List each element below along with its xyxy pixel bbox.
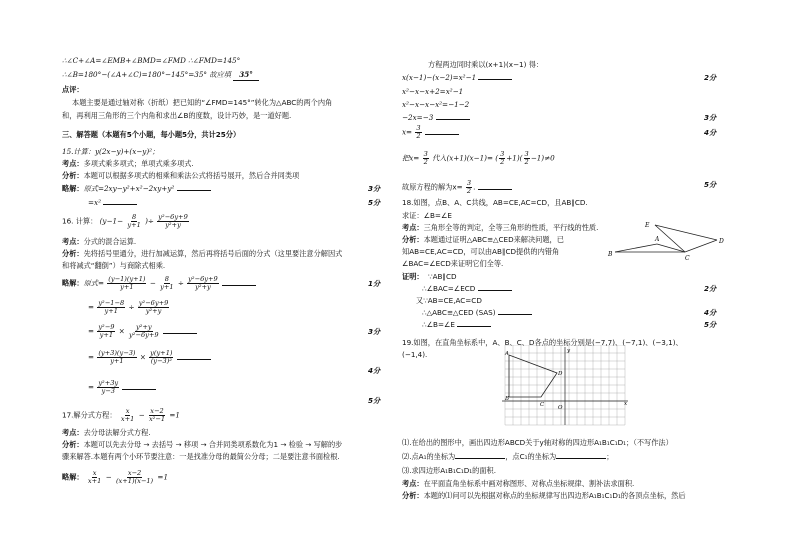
q17-kaodian xyxy=(62,428,151,438)
fraction: $\frac{\text{y²−6y+9}}{\text{y²+y}}$ xyxy=(158,213,188,229)
q19-title-2: (−1,4). xyxy=(402,350,428,359)
step-text: 故原方程的解为x= xyxy=(402,182,463,192)
kaodian-text: 三角形全等的判定，全等三角形的性质，平行线的性质. xyxy=(423,223,599,232)
fraction: $\frac{8}{y+1}$ xyxy=(127,213,141,229)
q16-fenxi xyxy=(62,249,342,259)
score-label: 3分 xyxy=(368,184,381,193)
q16-step5: = $\frac{\text{y²+3y}}{y-3}$ xyxy=(88,380,156,395)
point-label-d: D xyxy=(719,238,724,245)
fig-line xyxy=(685,240,717,252)
fraction: $\frac{\text{y²+3y}}{y-3}$ xyxy=(98,379,119,395)
fenxi-label: 分析： xyxy=(62,171,84,180)
fraction: $\frac{x-2}{\text{x²−1}}$ xyxy=(148,407,166,423)
q16-step3: = $\frac{\text{y²−9}}{y+1}$ × $\frac{\text{y²+y}}{\text{y²−6y+9}}$ xyxy=(88,324,197,339)
step-text: ∴∠BAC=∠ECD xyxy=(422,284,476,293)
q19-sub2: ⑵.点A₁的坐标为 ，点C₁的坐标为 ； xyxy=(402,452,614,461)
score-label: 2分 xyxy=(704,284,717,293)
score-label: 5分 xyxy=(704,320,717,329)
q17-step1: 略解： $\frac{x}{x+1}$ − $\frac{x-2}{(x+1)(x-1)}$ =1 xyxy=(62,469,169,485)
r-line-2 xyxy=(402,73,512,83)
q19-kaodian xyxy=(402,479,634,489)
blank-line xyxy=(222,279,256,286)
quadrilateral-abcd xyxy=(509,355,557,397)
fig-line xyxy=(655,225,717,240)
y-axis-label: y xyxy=(567,348,571,354)
q16-fenxi-2: 和将减式“翻倒”）与商除式相乘. xyxy=(62,261,166,270)
blank-line xyxy=(478,73,512,80)
q19-sub1: ⑴.在给出的图形中，画出四边形ABCD关于y轴对称的四边形A₁B₁C₁D₁；（不写作法） xyxy=(402,438,673,447)
fraction: $\frac{3}{2}$ xyxy=(524,150,529,166)
q16-kaodian xyxy=(62,237,136,247)
blank-line xyxy=(177,184,211,191)
comment-line-2: 和，再利用三角形的三个内角和求出∠B的度数，设计巧妙，是一道好题. xyxy=(62,111,292,120)
blank-line xyxy=(455,452,505,459)
fraction: $\frac{x}{x+1}$ xyxy=(87,469,102,485)
kaodian-text: 多项式乘多项式；单项式乘多项式. xyxy=(83,159,194,168)
q18-proof-3: 又∵AB=CE,AC=CD xyxy=(416,296,482,305)
q18-title: 18.如图，点B、A、C共线，AB=CE,AC=CD，且AB∥CD. xyxy=(402,198,588,207)
answer-box: 35° xyxy=(233,70,259,81)
step-text: 原式= xyxy=(83,278,104,288)
fraction: $\frac{8}{y+1}$ xyxy=(160,275,174,291)
luejie-label: 略解： xyxy=(62,278,84,288)
point-label-c: C xyxy=(685,255,690,262)
fenxi-label: 分析： xyxy=(402,235,424,244)
fraction: $\frac{\text{y²−6y+9}}{\text{y²+y}}$ xyxy=(188,275,218,291)
line-angle-b-text: ∴∠B=180°−(∠A+∠C)=180°−145°=35° 故应填 xyxy=(62,70,231,79)
step-text: ∴△ABC≌△CED (SAS) xyxy=(422,308,496,317)
score-label: 2分 xyxy=(704,73,717,82)
line-angle-sum: ∴∠C+∠A=∠EMB+∠BMD=∠FMD ∴∠FMD=145° xyxy=(62,56,241,65)
blank-line xyxy=(457,320,491,327)
fraction: $\frac{3}{2}$ xyxy=(416,124,421,140)
q19-title: 19.如图，在直角坐标系中，A、B、C、D各点的坐标分别是(−7,7)、(−7,1)、(−3,1)、 xyxy=(402,338,683,347)
q16-label: 16. 计算： xyxy=(62,216,98,226)
step-text: x(x−1)−(x−2)=x²−1 xyxy=(402,73,477,82)
q17-title: 17.解分式方程： $\frac{x}{x+1}$ − $\frac{x-2}{\text{x²−1}}$ =1 xyxy=(62,407,180,423)
score-label: 4分 xyxy=(704,128,717,137)
point-label-d: D xyxy=(558,371,563,377)
q18-proof-1: ∵AB∥CD xyxy=(428,272,457,281)
blank-line xyxy=(436,113,470,120)
fraction: $\frac{(y-1)(y+1)}{y+1}$ xyxy=(108,275,146,291)
blank-line xyxy=(122,383,156,390)
line-angle-b xyxy=(62,70,259,81)
step-text: 代入(x+1)(x−1)= xyxy=(432,153,493,163)
q18-proof-4 xyxy=(422,308,532,318)
fraction: $\frac{\text{y²−9}}{y+1}$ xyxy=(98,323,115,339)
score-label: 4分 xyxy=(368,366,381,375)
fraction: $\frac{3}{2}$ xyxy=(466,179,472,195)
step-text: =x² xyxy=(88,198,101,207)
blank-line xyxy=(478,183,512,190)
q18-prove: 求证：∠B=∠E xyxy=(402,211,452,220)
q16-expr: )÷ xyxy=(145,216,154,226)
q19-coordinate-grid xyxy=(502,345,632,427)
fenxi-text: 本题可以先去分母 → 去括号 → 移项 → 合并同类项系数化为1 → 检验 → 写解的步 xyxy=(83,440,343,449)
q18-figure xyxy=(605,220,730,265)
step-text: ，点C₁的坐标为 xyxy=(505,452,557,461)
q18-fenxi-2: 知AB=CE,AC=CD，可以由AB∥CD提供的内错角 xyxy=(402,247,560,256)
blank-line xyxy=(163,327,197,334)
score-label: 3分 xyxy=(368,327,381,336)
fenxi-text: 本题可以根据多项式的相乘和乘法公式将括号展开，然后合并同类项 xyxy=(83,171,300,180)
blank-line xyxy=(498,308,532,315)
blank-line xyxy=(478,284,512,291)
fenxi-text: 本题通过证明△ABC≌△CED来解决问题，已 xyxy=(423,235,564,244)
q15-step2 xyxy=(88,198,137,208)
comment-label: 点评： xyxy=(62,85,84,94)
fraction: $\frac{y(y+1)}{\text{(y−3)²}}$ xyxy=(150,349,173,365)
fraction: $\frac{x}{x+1}$ xyxy=(120,407,135,423)
r-line-7: 把x= $\frac{3}{2}$ 代入(x+1)(x−1)= ( $\frac{3}{2}$ +1)( $\frac{3}{2}$ −1)≠0 xyxy=(402,150,555,166)
kaodian-label: 考点： xyxy=(62,428,84,437)
luejie-label: 略解： xyxy=(62,472,84,482)
q15-fenxi xyxy=(62,171,299,181)
q18-proof-5 xyxy=(422,320,491,330)
kaodian-text: 去分母法解分式方程. xyxy=(83,428,151,437)
point-label-b: B xyxy=(505,396,510,402)
step-text: ⑵.点A₁的坐标为 xyxy=(402,452,456,461)
point-label-b: B xyxy=(608,251,613,258)
fraction: $\frac{\text{y²−1−8}}{y+1}$ xyxy=(98,299,125,315)
q15-step1 xyxy=(62,184,211,194)
score-label: 5分 xyxy=(368,396,381,405)
step-text: 把x= xyxy=(402,153,420,163)
r-line-6 xyxy=(402,125,459,140)
q16-step4: = $\frac{(y+3)(y-3)}{y+1}$ × $\frac{y(y+1)}{\text{(y−3)²}}$ xyxy=(88,350,211,365)
x-axis-label: x xyxy=(624,401,628,407)
blank-line xyxy=(556,452,606,459)
fraction: $\frac{(y+3)(y-3)}{y+1}$ xyxy=(98,349,136,365)
score-label: 1分 xyxy=(368,279,381,288)
fenxi-label: 分析： xyxy=(62,440,84,449)
kaodian-label: 考点： xyxy=(62,159,84,168)
point-label-a: A xyxy=(505,351,509,357)
point-label-e: E xyxy=(645,222,650,229)
fraction: $\frac{3}{2}$ xyxy=(500,150,505,166)
fenxi-label: 分析： xyxy=(402,491,424,500)
kaodian-label: 考点： xyxy=(402,479,424,488)
r-line-3: x²−x−x+2=x²−1 xyxy=(402,87,464,96)
q16-expr: (y−1− xyxy=(99,216,124,226)
fraction: $\frac{\text{y²+y}}{\text{y²−6y+9}}$ xyxy=(129,323,159,339)
q17-fenxi-2: 骤来解答.本题有两个小环节要注意：一是找准分母的最简公分母；二是要注意书面检根. xyxy=(62,452,340,461)
point-label-c: C xyxy=(540,402,545,408)
kaodian-label: 考点： xyxy=(62,237,84,246)
fraction: $\frac{x-2}{(x+1)(x-1)}$ xyxy=(115,469,154,485)
q19-sub3: ⑶.求四边形A₁B₁C₁D₁的面积. xyxy=(402,466,496,475)
point-label-a: A xyxy=(655,236,660,243)
score-label: 3分 xyxy=(704,113,717,122)
q15-title: 15.计算：y(2x−y)+(x−y)²； xyxy=(62,147,160,156)
step-text: x= xyxy=(402,127,413,137)
q17-label: 17.解分式方程： xyxy=(62,410,117,420)
fenxi-text: 先将括号里通分，进行加减运算，然后再将括号后面的分式（这里要注意分解因式 xyxy=(83,249,343,258)
origin-label: O xyxy=(558,405,563,411)
blank-line xyxy=(103,198,137,205)
q16-step1: 略解：原式= $\frac{(y-1)(y+1)}{y+1}$ − $\frac{8}{y+1}$ ÷ $\frac{\text{y²−6y+9}}{\text{y²+y}}$ xyxy=(62,276,256,291)
step-text: 原式=2xy−y²+x²−2xy+y² xyxy=(83,184,175,193)
q18-proof-2 xyxy=(422,284,512,294)
kaodian-text: 在平面直角坐标系中画对称图形、对称点坐标规律、割补法求面积. xyxy=(423,479,635,488)
fenxi-label: 分析： xyxy=(62,249,84,258)
comment-line-1: 本题主要是通过轴对称（折纸）把已知的“∠FMD=145°”转化为△ABC的两个内角 xyxy=(72,98,333,107)
blank-line xyxy=(177,353,211,360)
step-text: ∴∠B=∠E xyxy=(422,320,455,329)
q18-kaodian xyxy=(402,223,598,233)
q16-title xyxy=(62,214,190,229)
blank-line xyxy=(425,128,459,135)
q16-step2: = $\frac{\text{y²−1−8}}{y+1}$ ÷ $\frac{\text{y²−6y+9}}{\text{y²+y}}$ xyxy=(88,299,169,315)
r-line-8: 故原方程的解为x= $\frac{3}{2}$ . xyxy=(402,180,512,195)
q18-proof-label: 证明： xyxy=(402,272,424,281)
score-label: 4分 xyxy=(704,308,717,317)
luejie-label: 略解： xyxy=(62,184,84,193)
q18-fenxi xyxy=(402,235,564,245)
r-line-1: 方程两边同时乘以(x+1)(x−1) 得： xyxy=(428,60,544,69)
r-line-4: x²−x−x−x²=−1−2 xyxy=(402,100,470,109)
q17-fenxi xyxy=(62,440,342,450)
score-label: 5分 xyxy=(368,198,381,207)
fig-line xyxy=(615,244,657,252)
r-line-5 xyxy=(402,113,470,123)
fraction: $\frac{\text{y²−6y+9}}{\text{y²+y}}$ xyxy=(138,299,169,315)
kaodian-text: 分式的混合运算. xyxy=(83,237,137,246)
q15-kaodian xyxy=(62,159,194,169)
kaodian-label: 考点： xyxy=(402,223,424,232)
score-label: 5分 xyxy=(704,180,717,189)
fraction: $\frac{3}{2}$ xyxy=(423,150,428,166)
q19-fenxi xyxy=(402,491,686,501)
section-heading: 三、解答题（本题有5个小题，每小题5分，共计25分） xyxy=(62,130,241,139)
q18-fenxi-3: ∠BAC=∠ECD来证明它们全等. xyxy=(402,259,504,268)
step-text: −2x=−3 xyxy=(402,113,434,122)
fenxi-text: 本题的⑴问可以先根据对称点的坐标规律写出四边形A₁B₁C₁D₁的各顶点坐标，然后 xyxy=(423,491,686,500)
